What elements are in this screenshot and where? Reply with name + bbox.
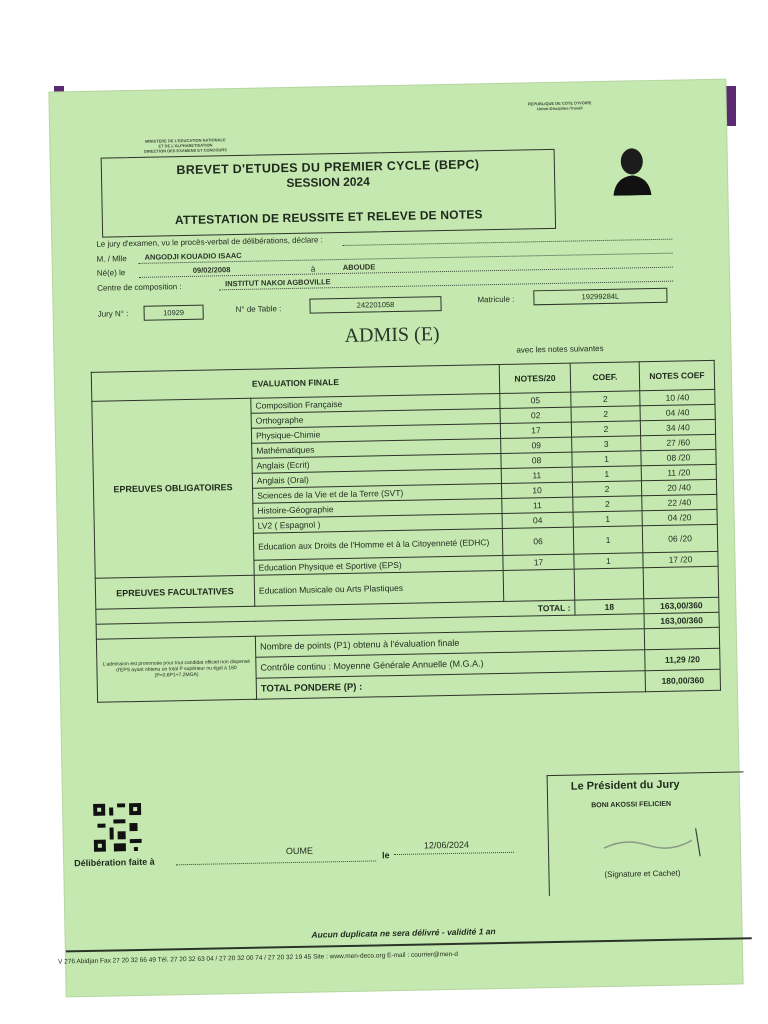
jury-number: 10929 <box>143 305 203 321</box>
subject-note <box>503 569 575 601</box>
subject-note: 04 <box>502 512 573 528</box>
subject-notes-coef <box>643 566 719 598</box>
subject-name: Mathématiques <box>252 438 501 458</box>
qr-code <box>93 803 142 852</box>
result-status: ADMIS (E) <box>344 323 440 347</box>
title-box <box>101 149 556 238</box>
cc-label: Contrôle continu : Moyenne Générale Annuelle (M.G.A.) <box>256 650 645 678</box>
exam-title: BREVET D'ETUDES DU PREMIER CYCLE (BEPC) <box>176 157 480 178</box>
subject-name: Education Musicale ou Arts Plastiques <box>254 570 504 606</box>
subject-notes-coef: 27 /60 <box>641 434 716 450</box>
subject-note: 02 <box>500 407 571 423</box>
candidate-name: ANGODJI KOUADIO ISAAC <box>144 250 242 262</box>
dotted-line <box>394 852 514 855</box>
subject-coef: 2 <box>571 391 640 407</box>
deliberation-date-label: le <box>381 850 390 861</box>
subject-note: 10 <box>501 482 572 498</box>
subject-name: Physique-Chimie <box>251 423 500 443</box>
subject-notes-coef: 06 /20 <box>642 524 718 552</box>
certificate-document <box>49 80 742 997</box>
subject-notes-coef: 04 /40 <box>640 404 715 420</box>
admission-note: L'admission est prononcée pour tout candidat officiel non dispensé d'EPS ayant obtenu un total P supérieur ou égal à 180 (P=0,6P1+7,2MGA) <box>96 636 256 702</box>
subject-notes-coef: 08 /20 <box>641 449 716 465</box>
deliberation-label: Délibération faite à <box>74 856 155 869</box>
president-name: BONI AKOSSI FELICIEN <box>591 800 672 810</box>
subject-note: 08 <box>501 452 572 468</box>
attestation-title: ATTESTATION DE REUSSITE ET RELEVE DE NOTES <box>174 207 483 228</box>
subject-coef: 2 <box>571 421 640 437</box>
tp-value: 180,00/360 <box>645 669 720 691</box>
subject-coef: 1 <box>572 451 641 467</box>
subject-note: 17 <box>503 554 574 570</box>
deliberation-date: 12/06/2024 <box>423 839 470 851</box>
subject-coef: 2 <box>573 496 642 512</box>
dotted-line <box>176 860 376 865</box>
subject-name: Orthographe <box>251 408 500 428</box>
header-notes-coef: NOTES COEF <box>639 360 715 390</box>
jury-label: Jury N° : <box>97 309 129 319</box>
no-duplicate-notice: Aucun duplicata ne sera délivré - validité 1 an <box>311 926 496 940</box>
tp-label: TOTAL PONDERE (P) : <box>256 671 645 699</box>
deliberation-place: OUME <box>285 845 314 857</box>
subject-coef: 1 <box>572 466 641 482</box>
subject-note: 11 <box>501 467 572 483</box>
subject-coef <box>574 568 644 600</box>
footer-contact: V 276 Abidjan Fax 27 20 32 66 49 Tél. 27 20 32 63 04 / 27 20 32 00 74 / 27 20 32 19 45 Site : www.men-deco.org E-mail : courrier@men-d <box>58 950 459 966</box>
subject-notes-coef: 04 /20 <box>642 509 717 525</box>
subject-name: Anglais (Oral) <box>252 468 501 488</box>
birth-date-label: Né(e) le <box>96 268 126 278</box>
notes-intro: avec les notes suivantes <box>516 343 604 355</box>
total-notes: 163,00/360 <box>644 597 719 613</box>
birth-place: ABOUDE <box>342 262 376 272</box>
table-label: N° de Table : <box>235 304 282 315</box>
subject-coef: 1 <box>574 553 643 569</box>
president-title: Le Président du Jury <box>570 778 680 793</box>
total-coef: 18 <box>575 599 644 615</box>
jury-declaration: Le jury d'examen, vu le procès-verbal de délibérations, déclare : <box>96 235 323 249</box>
header-notes: NOTES/20 <box>499 363 571 393</box>
matricule-label: Matricule : <box>477 294 515 305</box>
section-obligatoires: EPREUVES OBLIGATOIRES <box>92 398 254 578</box>
subject-coef: 3 <box>572 436 641 452</box>
subject-note: 06 <box>502 527 574 555</box>
session-title: SESSION 2024 <box>286 174 370 191</box>
header-evaluation: EVALUATION FINALE <box>91 364 499 401</box>
p1-value: 163,00/360 <box>644 612 719 628</box>
exam-center: INSTITUT NAKOI AGBOVILLE <box>225 277 331 289</box>
subject-notes-coef: 34 /40 <box>640 419 715 435</box>
subject-note: 05 <box>500 392 571 408</box>
birth-date: 09/02/2008 <box>192 265 231 275</box>
ministry-header: MINISTERE DE L'EDUCATION NATIONALE ET DE L'ALPHABETISATION DIRECTION DES EXAMENS ET CONCOURS <box>144 137 228 154</box>
name-label: M. / Mlle <box>96 254 127 264</box>
signature-stamp <box>596 822 717 864</box>
subject-note: 11 <box>502 497 573 513</box>
subject-notes-coef: 22 /40 <box>642 494 717 510</box>
subject-name: Education Physique et Sportive (EPS) <box>254 555 503 575</box>
dotted-line <box>342 239 672 246</box>
subject-name: Histoire-Géographie <box>253 498 502 518</box>
header-coef: COEF. <box>570 362 640 392</box>
subject-name: Sciences de la Vie et de la Terre (SVT) <box>253 483 502 503</box>
total-label: TOTAL : <box>96 600 575 624</box>
signature-label: (Signature et Cachet) <box>604 868 681 880</box>
subject-name: Education aux Droits de l'Homme et à la Citoyenneté (EDHC) <box>253 528 502 560</box>
birth-place-label: à <box>310 264 316 274</box>
subject-notes-coef: 17 /20 <box>643 551 718 567</box>
subject-notes-coef: 20 /40 <box>641 479 716 495</box>
subject-coef: 1 <box>573 511 642 527</box>
subject-notes-coef: 11 /20 <box>641 464 716 480</box>
subject-name: Anglais (Ecrit) <box>252 453 501 473</box>
grades-table <box>91 360 721 703</box>
subject-notes-coef: 10 /40 <box>640 389 715 405</box>
subject-coef: 2 <box>571 406 640 422</box>
p1-label: Nombre de points (P1) obtenu à l'évaluation finale <box>255 629 644 657</box>
subject-note: 17 <box>500 422 571 438</box>
table-number: 242201058 <box>309 296 441 314</box>
candidate-photo <box>608 141 655 196</box>
republic-header: REPUBLIQUE DE COTE D'IVOIRE Union-Discipline-Travail <box>527 100 592 112</box>
section-facultatives: EPREUVES FACULTATIVES <box>95 575 255 609</box>
subject-coef: 1 <box>573 526 643 554</box>
matricule: 19299284L <box>533 288 667 306</box>
cc-value: 11,29 /20 <box>645 648 720 670</box>
p1-blank <box>644 627 719 649</box>
subject-name: Composition Française <box>251 393 500 413</box>
subject-note: 09 <box>501 437 572 453</box>
subject-name: LV2 ( Espagnol ) <box>253 513 502 533</box>
center-label: Centre de composition : <box>97 282 182 293</box>
subject-coef: 2 <box>572 481 641 497</box>
